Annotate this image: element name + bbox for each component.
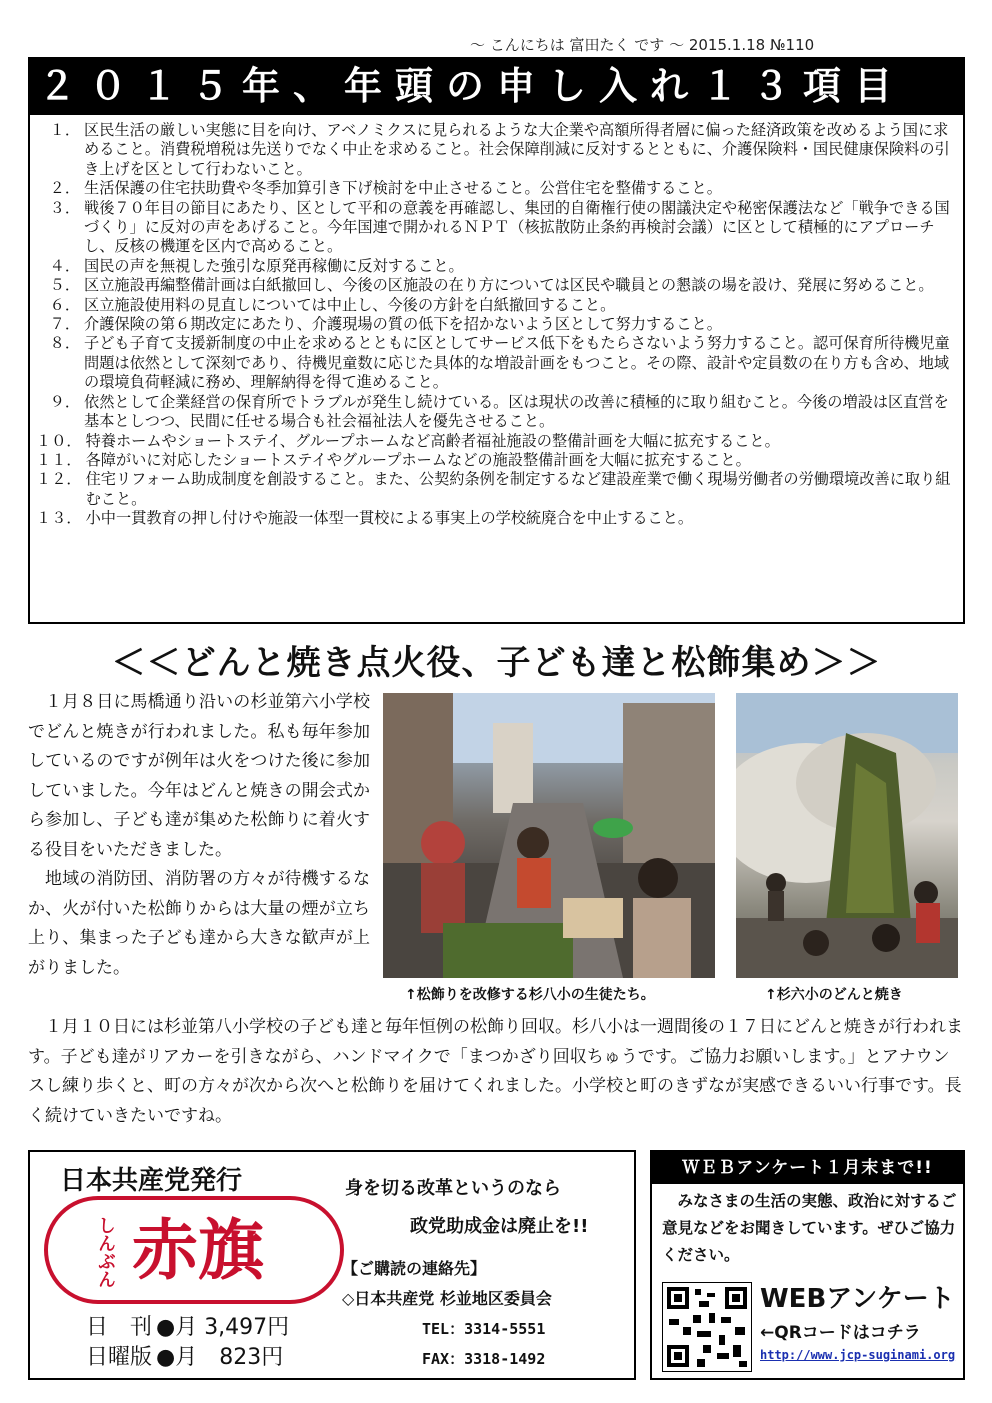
akahata-logo bbox=[44, 1196, 344, 1304]
demand-item bbox=[36, 451, 955, 470]
daily-label: 日 刊 bbox=[86, 1315, 153, 1340]
demand-num: ５． bbox=[49, 276, 80, 295]
article-title: ＜＜どんと焼き点火役、子ども達と松飾集め＞＞ bbox=[111, 643, 882, 683]
demand-num: １３． bbox=[36, 509, 82, 528]
demand-item bbox=[36, 470, 955, 509]
demand-text: 各障がいに対応したショートステイやグループホームなどの施設整備計画を大幅に拡充すること。 bbox=[85, 450, 751, 469]
sunday-label: 日曜版 bbox=[86, 1345, 153, 1370]
website-link[interactable]: http://www.jcp-suginami.org bbox=[760, 1348, 956, 1362]
demand-item bbox=[36, 334, 955, 392]
demand-text: 小中一貫教育の押し付けや施設一体型一貫校による事実上の学校統廃合を中止すること。 bbox=[85, 509, 694, 528]
photo-kids-collecting-decorations bbox=[383, 693, 715, 978]
logo-main-text: 赤旗 bbox=[132, 1211, 264, 1289]
demand-item bbox=[36, 509, 955, 528]
qr-code-graphic bbox=[663, 1283, 751, 1371]
demand-item bbox=[36, 276, 955, 295]
qr-note: ←QRコードはコチラ bbox=[760, 1323, 921, 1343]
demand-num: ２． bbox=[49, 179, 80, 198]
contact-label: 【ご購読の連絡先】 bbox=[342, 1259, 487, 1278]
demand-text: 子ども子育て支援新制度の中止を求めるとともに区としてサービス低下をもたらさないよう努力すること。認可保育所待機児童問題は依然として深刻であり、待機児童数に応じた具体的な増設計画をもつこと。その際、設計や定員数の在り方も含め、地域の環境負荷軽減に務め、理解納得を得て進めること。 bbox=[84, 334, 950, 392]
daily-price: ●月 3,497円 bbox=[156, 1315, 290, 1340]
contact-tel: TEL：3314-5551 bbox=[422, 1320, 546, 1338]
article-paragraph-2: 地域の消防団、消防署の方々が待機するなか、火が付いた松飾りからは大量の煙が立ち上り、集まった子ども達から大きな歓声が上がりました。 bbox=[28, 869, 370, 978]
demand-num: ４． bbox=[49, 256, 80, 275]
demand-num: ８． bbox=[49, 334, 80, 353]
demand-num: １１． bbox=[36, 450, 82, 469]
akahata-ad bbox=[28, 1150, 636, 1380]
demand-num: ７． bbox=[49, 315, 80, 334]
demand-item bbox=[36, 296, 955, 315]
article-paragraph-3: １月１０日には杉並第八小学校の子ども達と毎年恒例の松飾り回収。杉八小は一週間後の１７日にどんと焼きが行われます。子ども達がリアカーを引きながら、ハンドマイクで「まつかざり回収ちゅうです。ご協力お願いします。」とアナウンスし練り歩くと、町の方々が次から次へと松飾りを届けてくれました。小学校と町のきずなが実感できるいい行事です。長く続けていきたいですね。 bbox=[28, 1017, 963, 1126]
demand-text: 区民生活の厳しい実態に目を向け、アベノミクスに見られるような大企業や高額所得者層に偏った経済政策を改めるよう国に求めること。消費税増税は先送りでなく中止を求めること。社会保障削減に反対するとともに、介護保険料・国民健康保険料の引き上げを区として行わないこと。 bbox=[84, 121, 950, 178]
publisher-label: 日本共産党発行 bbox=[60, 1166, 243, 1196]
article-body-column bbox=[28, 688, 370, 1010]
sunday-price: ●月 823円 bbox=[156, 1345, 284, 1370]
photo-caption-1: ↑松飾りを改修する杉八小の生徒たち。 bbox=[405, 987, 655, 1003]
demand-text: 生活保護の住宅扶助費や冬季加算引き下げ検討を中止させること。公営住宅を整備すること。 bbox=[84, 179, 722, 198]
web-survey-body: みなさまの生活の実態、政治に対するご意見などをお聞きしています。ぜひご協力ください。 bbox=[662, 1192, 957, 1264]
web-survey-box bbox=[650, 1150, 965, 1380]
demand-num: １． bbox=[49, 121, 80, 139]
demand-num: １０． bbox=[36, 431, 82, 450]
slogan-line-2: 政党助成金は廃止を!! bbox=[410, 1216, 589, 1237]
demand-num: １２． bbox=[36, 470, 82, 489]
demand-item bbox=[36, 432, 955, 451]
demand-item bbox=[36, 179, 955, 198]
demand-text: 区立施設再編整備計画は白紙撤回し、今後の区施設の在り方については区民や職員との懇談の場を設け、発展に努めること。 bbox=[84, 276, 934, 295]
demand-text: 依然として企業経営の保育所でトラブルが発生し続けている。区は現状の改善に積極的に取り組むこと。今後の増設は区直営を基本としつつ、民間に任せる場合も社会福祉法人を優先させること。 bbox=[84, 392, 949, 431]
article-body-full-width bbox=[28, 1013, 965, 1135]
logo-small-text: しんぶん bbox=[95, 1216, 116, 1288]
article-paragraph-1: １月８日に馬橋通り沿いの杉並第六小学校でどんと焼きが行われました。私も毎年参加しているのですが例年は火をつけた後に参加していました。今年はどんと焼きの開会式から参加し、子ども達が集めた松飾りに着火する役目をいただきました。 bbox=[28, 692, 370, 860]
demand-item bbox=[36, 121, 955, 179]
demand-item bbox=[36, 257, 955, 276]
web-survey-heading: ＷＥＢアンケート１月末まで!! bbox=[652, 1152, 963, 1184]
photo-scene-bonfire bbox=[736, 693, 958, 978]
demand-text: 住宅リフォーム助成制度を創設すること。また、公契約条例を制定するなど建設産業で働く現場労働者の労働環境改善に取り組むこと。 bbox=[85, 470, 951, 508]
contact-fax: FAX：3318-1492 bbox=[422, 1350, 546, 1368]
slogan-line-1: 身を切る改革というのなら bbox=[345, 1178, 561, 1199]
demand-num: ３． bbox=[49, 198, 80, 217]
dateline: ～ こんにちは 富田たく です ～ 2015.1.18 №110 bbox=[470, 36, 815, 54]
demand-text: 戦後７０年目の節目にあたり、区として平和の意義を再確認し、集団的自衛権行使の閣議決定や秘密保護法など「戦争できる国づくり」に反対の声をあげること。今年国連で開かれるＮＰＴ（核拡散防止条約再検討会議）に区として積極的にアプローチし、反核の機運を区内で高めること。 bbox=[84, 198, 950, 256]
demands-list bbox=[28, 115, 965, 624]
demand-num: ９． bbox=[49, 392, 80, 411]
demand-item bbox=[36, 315, 955, 334]
demand-item bbox=[36, 199, 955, 257]
photo-scene-street bbox=[383, 693, 715, 978]
qr-code-icon[interactable] bbox=[662, 1282, 752, 1372]
headline: ２０１５年、年頭の申し入れ１３項目 bbox=[28, 57, 965, 115]
demand-text: 介護保険の第６期改定にあたり、介護現場の質の低下を招かないよう区として努力すること。 bbox=[84, 315, 722, 334]
web-survey-label: WEBアンケート bbox=[760, 1284, 955, 1314]
demand-num: ６． bbox=[49, 295, 80, 314]
contact-org: ◇日本共産党 杉並地区委員会 bbox=[342, 1289, 552, 1308]
demand-item bbox=[36, 393, 955, 432]
photo-donto-bonfire bbox=[736, 693, 958, 978]
demand-text: 特養ホームやショートステイ、グループホームなど高齢者福祉施設の整備計画を大幅に拡充すること。 bbox=[85, 431, 780, 450]
demand-text: 区立施設使用料の見直しについては中止し、今後の方針を白紙撤回すること。 bbox=[84, 295, 616, 314]
demand-text: 国民の声を無視した強引な原発再稼働に反対すること。 bbox=[84, 256, 464, 275]
photo-caption-2: ↑杉六小のどんと焼き bbox=[765, 987, 903, 1003]
